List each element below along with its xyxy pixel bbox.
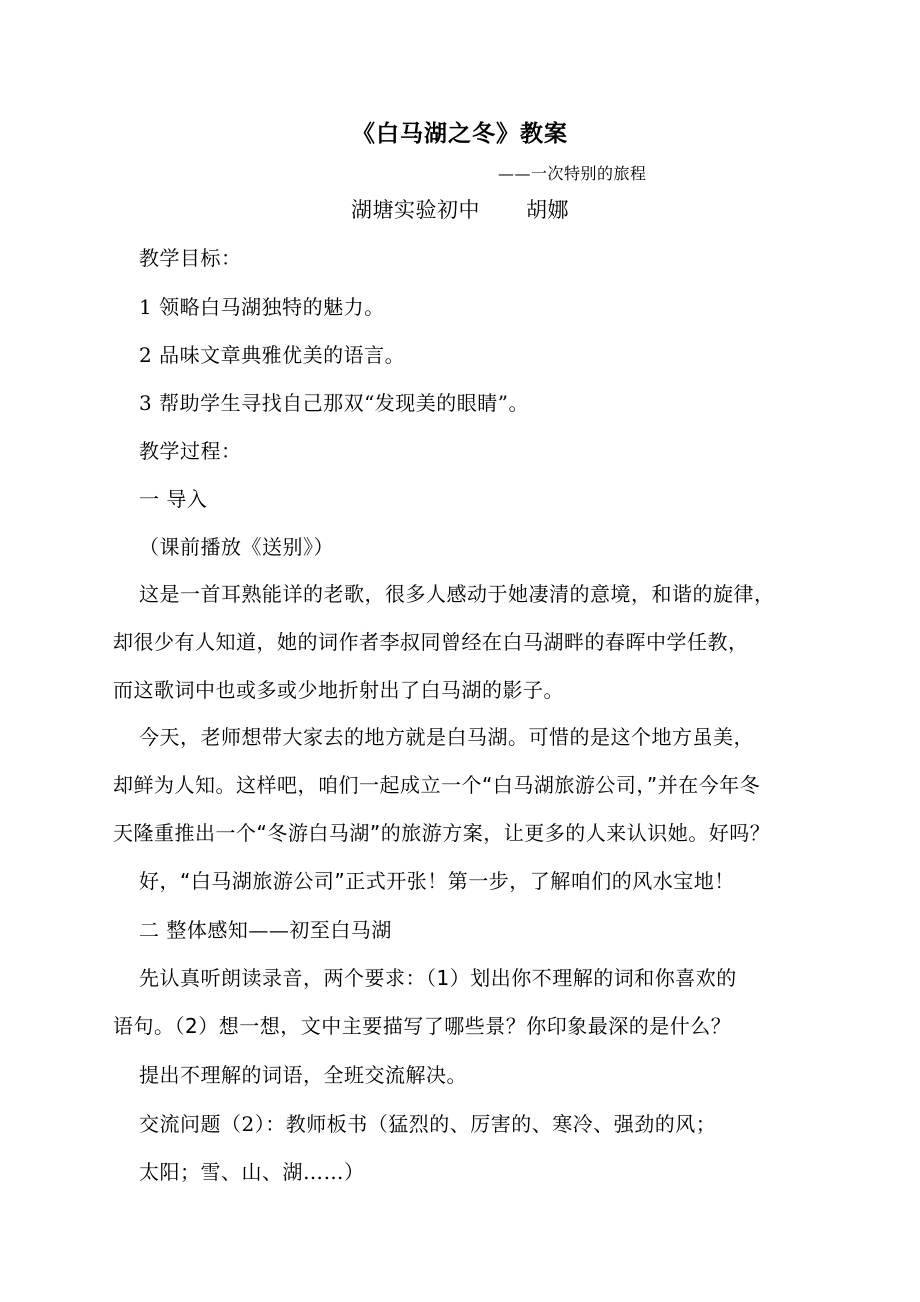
author-school: 湖塘实验初中 bbox=[351, 198, 480, 222]
paragraph-line: 却鲜为人知。这样吧，咱们一起成立一个“白马湖旅游公司，”并在今年冬 bbox=[113, 773, 761, 797]
paragraph-line: 交流问题（2）：教师板书（猛烈的、厉害的、寒冷、强劲的风； bbox=[139, 1112, 717, 1136]
paragraph-line: 天隆重推出一个“冬游白马湖”的旅游方案，让更多的人来认识她。好吗？ bbox=[113, 821, 771, 845]
document-title: 《白马湖之冬》教案 bbox=[352, 120, 568, 147]
paragraph-line: 太阳；雪、山、湖……） bbox=[139, 1160, 365, 1184]
objective-item: 1 领略白马湖独特的魅力。 bbox=[139, 295, 385, 319]
paragraph-line: 而这歌词中也或多或少地折射出了白马湖的影子。 bbox=[113, 678, 564, 702]
author-name: 胡娜 bbox=[526, 198, 569, 222]
document-subtitle: ——一次特别的旅程 bbox=[498, 164, 647, 183]
section-1-note: （课前播放《送别》） bbox=[139, 535, 334, 559]
objective-item: 3 帮助学生寻找自己那双“发现美的眼睛”。 bbox=[139, 391, 530, 415]
objective-item: 2 品味文章典雅优美的语言。 bbox=[139, 343, 406, 367]
paragraph-line: 却很少有人知道，她的词作者李叔同曾经在白马湖畔的春晖中学任教， bbox=[113, 630, 749, 654]
paragraph-line: 今天，老师想带大家去的地方就是白马湖。可惜的是这个地方虽美， bbox=[139, 725, 754, 749]
paragraph-line: 先认真听朗读录音，两个要求：（1）划出你不理解的词和你喜欢的 bbox=[139, 966, 737, 990]
paragraph-line: 好，“白马湖旅游公司”正式开张！第一步，了解咱们的风水宝地！ bbox=[139, 869, 735, 893]
paragraph-line: 这是一首耳熟能详的老歌，很多人感动于她凄清的意境，和谐的旋律， bbox=[139, 582, 775, 606]
paragraph-line: 提出不理解的词语，全班交流解决。 bbox=[139, 1063, 467, 1087]
section-1-heading: 一 导入 bbox=[139, 487, 208, 511]
author-line bbox=[0, 196, 920, 224]
paragraph-line: 语句。（2）想一想，文中主要描写了哪些景？你印象最深的是什么？ bbox=[113, 1014, 732, 1038]
process-heading: 教学过程： bbox=[139, 439, 242, 463]
objectives-heading: 教学目标： bbox=[139, 246, 242, 270]
section-2-heading: 二 整体感知——初至白马湖 bbox=[139, 918, 392, 942]
